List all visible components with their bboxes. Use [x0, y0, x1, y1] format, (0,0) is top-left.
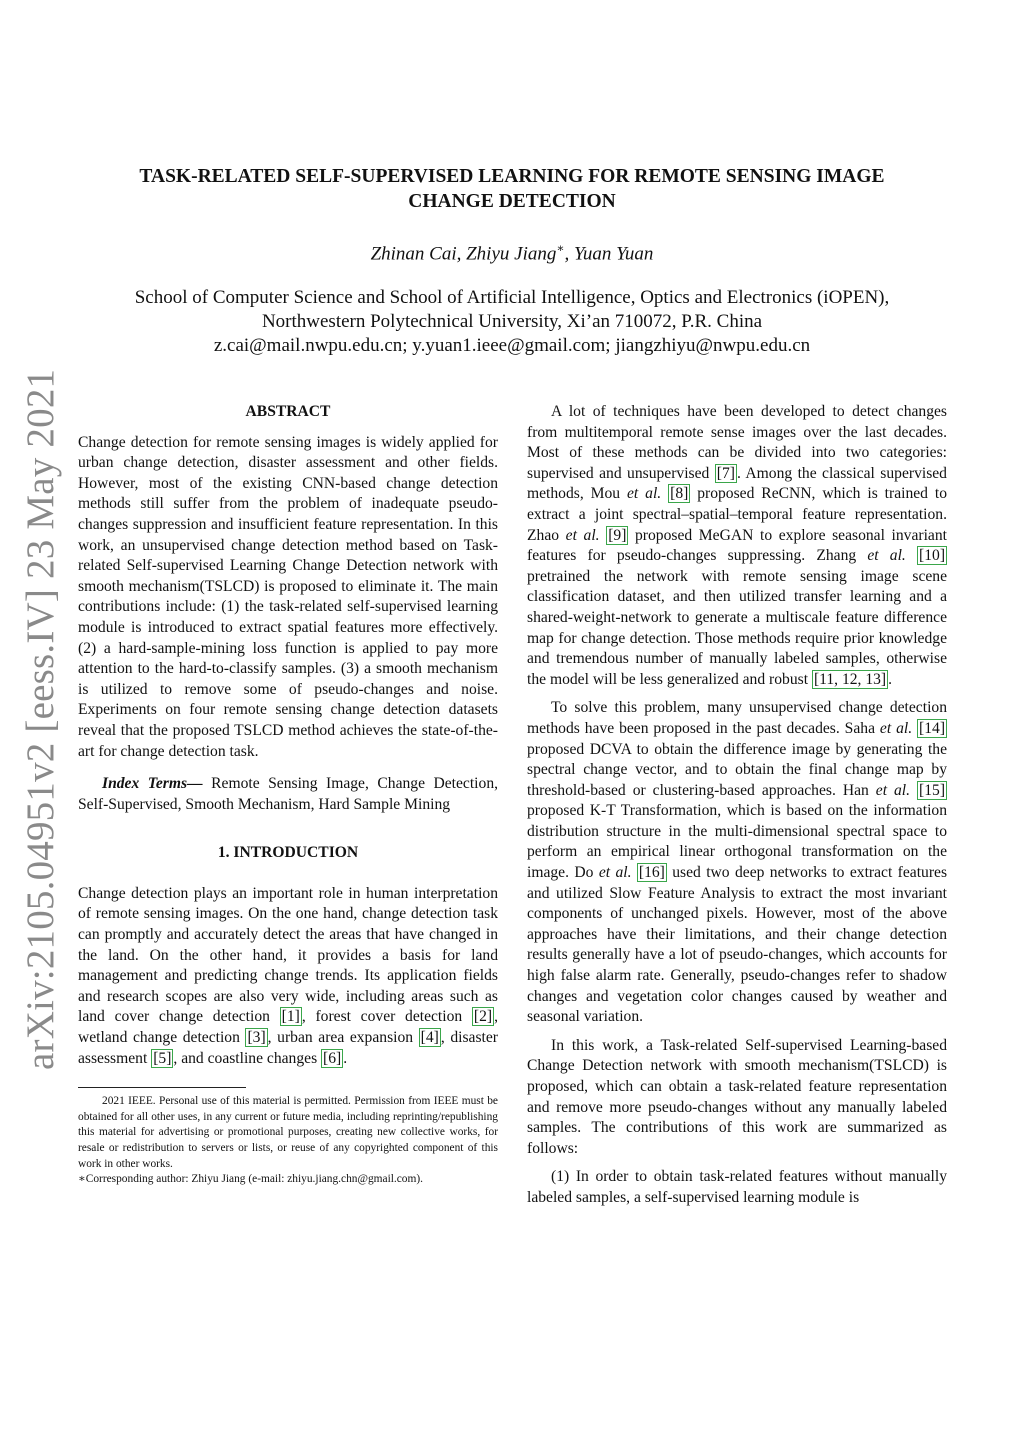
author-emails: z.cai@mail.nwpu.edu.cn; y.yuan1.ieee@gmail.com; jiangzhiyu@nwpu.edu.cn	[213, 335, 811, 356]
citation-link[interactable]: [1]	[281, 1008, 300, 1026]
index-terms-text: Remote Sensing Image, Change Detection, Self-Supervised, Smooth Mechanism, Hard Sample Mining	[78, 775, 499, 813]
abstract-body: Change detection for remote sensing images is widely applied for urban change detection, disaster assessment and other fields. However, most of the existing CNN-based change detection methods still suffer from the problem of inadequate pseudo-changes suppression and insufficient feature representation. In this work, an unsupervised change detection method based on Task-related Self-supervised Learning Change Detection network with smooth mechanism(TSLCD) is proposed to eliminate it. The main contributions include: (1) the task-related self-supervised learning module is introduced to extract spatial features more effectively. (2) a hard-sample-mining loss function is applied to pay more attention to the hard-to-classify samples. (3) a smooth mechanism is utilized to remove some of pseudo-changes and noise. Experiments on four remote sensing change detection datasets reveal that the proposed TSLCD method achieves the state-of-the-art for change detection task.	[78, 433, 498, 760]
arxiv-identifier: arXiv:2105.04951v2 [eess.IV] 23 May 2021	[19, 368, 62, 1070]
left-column	[78, 402, 498, 1188]
author-names-1: Zhinan Cai, Zhiyu Jiang	[370, 243, 557, 265]
body-paragraph-4: (1) In order to obtain task-related features without manually labeled samples, a self-supervised learning module is	[527, 1168, 947, 1206]
affiliation-line-2: Northwestern Polytechnical University, Xi’an 710072, P.R. China	[261, 311, 763, 332]
citation-link[interactable]: [4]	[420, 1029, 439, 1047]
body-paragraph-2: To solve this problem, many unsupervised change detection methods have been proposed in the past decades. Saha et al. [14] proposed DCVA to obtain the difference image by generating the spectral change vector, and to obtain the final change map by threshold-based or clustering-based approaches. Han et al. [15] proposed K-T Transformation, which is based on the information distribution structure in the multi-dimensional spectral space to perform an empirical linear orthogonal transformation on the image. Do et al. [16] used two deep networks to extract features and utilized Slow Feature Analysis to extract the most invariant components of unchanged pixels. However, most of the above approaches have their limitations, and their change detection results generally have a lot of pseudo-changes, which accounts for high false alarm rate. Generally, pseudo-changes refer to shadow changes and vegetation color changes caused by weather and seasonal variation.	[527, 699, 948, 1026]
abstract-heading: ABSTRACT	[245, 403, 331, 420]
footnote-divider	[78, 1087, 246, 1088]
intro-paragraph: Change detection plays an important role in human interpretation of remote sensing images. On the one hand, change detection task can promptly and accurately detect the areas that have changed in the land. On the other hand, it provides a basis for land management and predicting change trends. Its application fields and research scopes are also very wide, including areas such as land cover change detection [1] , forest cover detection [2] , wetland change detection [3] , urban area expansion [4] , disaster assessment [5] , and coastline changes [6] .	[78, 884, 498, 1067]
affiliation-line-1: School of Computer Science and School of Artificial Intelligence, Optics and Electronics (iOPEN),	[134, 287, 890, 308]
citation-link[interactable]: [14]	[919, 719, 946, 737]
citation-link[interactable]: [5]	[153, 1049, 172, 1067]
intro-heading: 1. INTRODUCTION	[217, 844, 359, 862]
citation-link[interactable]: [9]	[608, 526, 627, 544]
body-paragraph-3: In this work, a Task-related Self-supervised Learning-based Change Detection network with smooth mechanism(TSLCD) is proposed, which can obtain a task-related feature representation and remove more pseudo-changes without any manually labeled samples. The contributions of this work are summarized as follows:	[527, 1036, 947, 1157]
index-terms-label: Index Terms—	[102, 775, 203, 793]
title-line-2: CHANGE DETECTION	[408, 191, 616, 212]
citation-link[interactable]: [11, 12, 13]	[813, 670, 887, 688]
citation-link[interactable]: [8]	[670, 485, 689, 503]
citation-link[interactable]: [10]	[919, 547, 946, 565]
citation-link[interactable]: [3]	[247, 1029, 266, 1047]
authors	[110, 236, 914, 266]
citation-link[interactable]: [15]	[919, 781, 946, 799]
affiliation	[80, 286, 944, 358]
corresponding-mark: ∗	[556, 241, 565, 255]
body-paragraph-1: A lot of techniques have been developed to detect changes from multitemporal remote sense images over the last decades. Most of these methods can be divided into two categories: supervised and unsupervised [7] . Among the classical supervised methods, Mou et al. [8] proposed ReCNN, which is trained to extract a joint spectral–spatial–temporal feature representation. Zhao et al. [9] proposed MeGAN to explore seasonal invariant features for pseudo-changes suppressing. Zhang et al. [10] pretrained the network with remote sensing image scene classification dataset, and then utilized transfer learning and a shared-weight-network to generate a multiscale feature difference map for change detection. Those methods require prior knowledge and tremendous number of manually labeled samples, otherwise the model will be less generalized and robust [11, 12, 13] .	[527, 403, 947, 688]
index-terms	[78, 774, 498, 815]
citation-link[interactable]: [7]	[716, 464, 735, 482]
paper-title	[110, 164, 914, 214]
citation-link[interactable]: [16]	[638, 864, 665, 882]
title-line-1: TASK-RELATED SELF-SUPERVISED LEARNING FOR REMOTE SENSING IMAGE	[139, 166, 885, 187]
author-names-2: , Yuan Yuan	[564, 243, 654, 265]
copyright-footnote: 2021 IEEE. Personal use of this material is permitted. Permission from IEEE must be obtained for all other uses, in any current or future media, including reprinting/republishing this material for advertising or promotional purposes, creating new collective works, for resale or redistribution to servers or lists, or reuse of any copyrighted component of this work in other works.	[78, 1095, 498, 1170]
corresponding-author-footnote: ∗Corresponding author: Zhiyu Jiang (e-mail: zhiyu.jiang.chn@gmail.com).	[78, 1173, 424, 1186]
right-column	[527, 402, 947, 1217]
citation-link[interactable]: [2]	[473, 1008, 493, 1026]
citation-link[interactable]: [6]	[323, 1049, 342, 1067]
